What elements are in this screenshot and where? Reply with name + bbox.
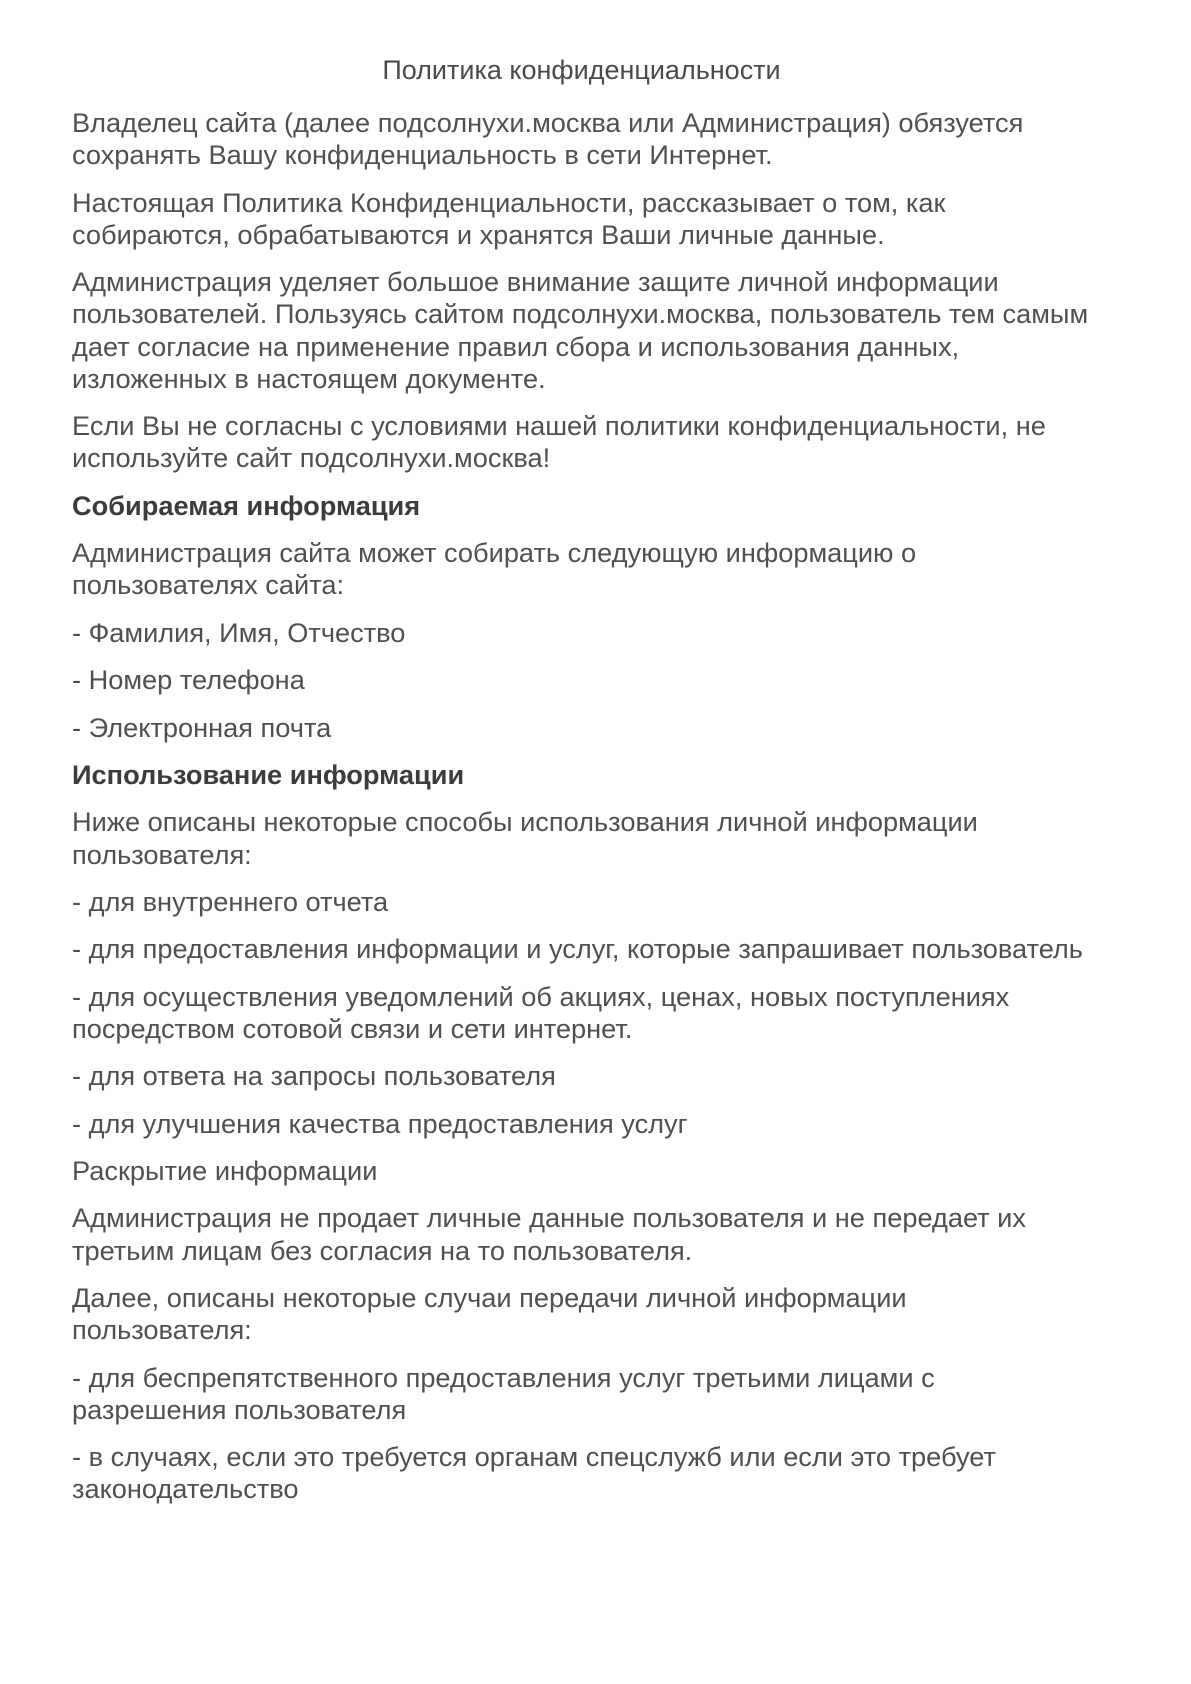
paragraph: - для улучшения качества предоставления услуг <box>72 1107 688 1139</box>
paragraph: Администрация сайта может собирать следующую информацию о пользователях сайта: <box>72 537 917 601</box>
paragraph: Администрация уделяет большое внимание защите личной информации пользователей. Пользуясь сайтом подсолнухи.москва, пользователь тем самым дает согласие на применение правил сбора и использования данных, изложенных в настоящем документе. <box>72 266 1089 394</box>
document-body <box>72 107 1091 1506</box>
section-heading: Собираемая информация <box>72 489 421 521</box>
paragraph: - для внутреннего отчета <box>72 885 389 917</box>
paragraph: Ниже описаны некоторые способы использования личной информации пользователя: <box>72 806 978 870</box>
paragraph: - для осуществления уведомлений об акциях, ценах, новых поступлениях посредством сотовой связи и сети интернет. <box>72 980 1010 1044</box>
paragraph: - для ответа на запросы пользователя <box>72 1060 556 1092</box>
page-title: Политика конфиденциальности <box>382 55 781 85</box>
paragraph: Настоящая Политика Конфиденциальности, рассказывает о том, как собираются, обрабатываются и хранятся Ваши личные данные. <box>72 186 946 250</box>
paragraph: - для беспрепятственного предоставления услуг третьими лицами с разрешения пользователя <box>72 1361 935 1425</box>
paragraph: - Фамилия, Имя, Отчество <box>72 616 406 648</box>
paragraph: Далее, описаны некоторые случаи передачи личной информации пользователя: <box>72 1282 907 1346</box>
paragraph: - в случаях, если это требуется органам спецслужб или если это требует законодательство <box>72 1441 996 1505</box>
paragraph: Если Вы не согласны с условиями нашей политики конфиденциальности, не используйте сайт подсолнухи.москва! <box>72 410 1046 474</box>
section-heading: Использование информации <box>72 758 465 790</box>
paragraph: Владелец сайта (далее подсолнухи.москва или Администрация) обязуется сохранять Вашу конфиденциальность в сети Интернет. <box>72 107 1024 171</box>
paragraph: Администрация не продает личные данные пользователя и не передает их третьим лицам без согласия на то пользователя. <box>72 1202 1026 1266</box>
paragraph: - для предоставления информации и услуг, которые запрашивает пользователь <box>72 933 1083 965</box>
paragraph: Раскрытие информации <box>72 1155 378 1187</box>
paragraph: - Номер телефона <box>72 664 305 696</box>
paragraph: - Электронная почта <box>72 711 332 743</box>
